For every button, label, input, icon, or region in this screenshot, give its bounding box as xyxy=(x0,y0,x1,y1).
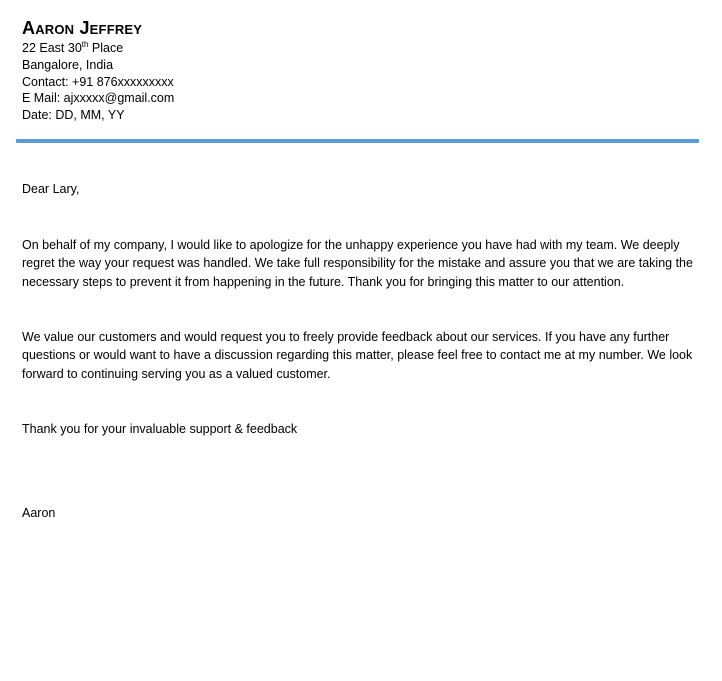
letter-header xyxy=(22,16,682,124)
body-paragraph-2: We value our customers and would request you to freely provide feedback about our services. If you have any further questions or would want to have a discussion regarding this matter, please feel free to contact me at my number. We look forward to continuing serving you as a valued customer. xyxy=(22,330,693,381)
salutation: Dear Lary, xyxy=(22,182,80,196)
closing-line: Thank you for your invaluable support & feedback xyxy=(22,422,298,436)
body-paragraph-1: On behalf of my company, I would like to apologize for the unhappy experience you have had with my team. We deeply regret the way your request was handled. We take full responsibility for the mistake and assure you that we are taking the necessary steps to prevent it from happening in the future. Thank you for bringing this matter to our attention. xyxy=(22,238,693,289)
sender-contact: Contact: +91 876xxxxxxxxx xyxy=(22,74,174,89)
sender-street-address xyxy=(22,40,682,57)
street-name: Place xyxy=(88,41,124,55)
street-ordinal-suffix: th xyxy=(81,39,89,49)
header-divider xyxy=(16,139,699,143)
sender-email: E Mail: ajxxxxx@gmail.com xyxy=(22,91,175,106)
sender-city: Bangalore, India xyxy=(22,57,114,72)
street-number: 22 East 30 xyxy=(22,41,82,55)
letter-date: Date: DD, MM, YY xyxy=(22,108,125,123)
signature-name: Aaron xyxy=(22,506,56,520)
sender-name: Aaron Jeffrey xyxy=(22,18,143,38)
